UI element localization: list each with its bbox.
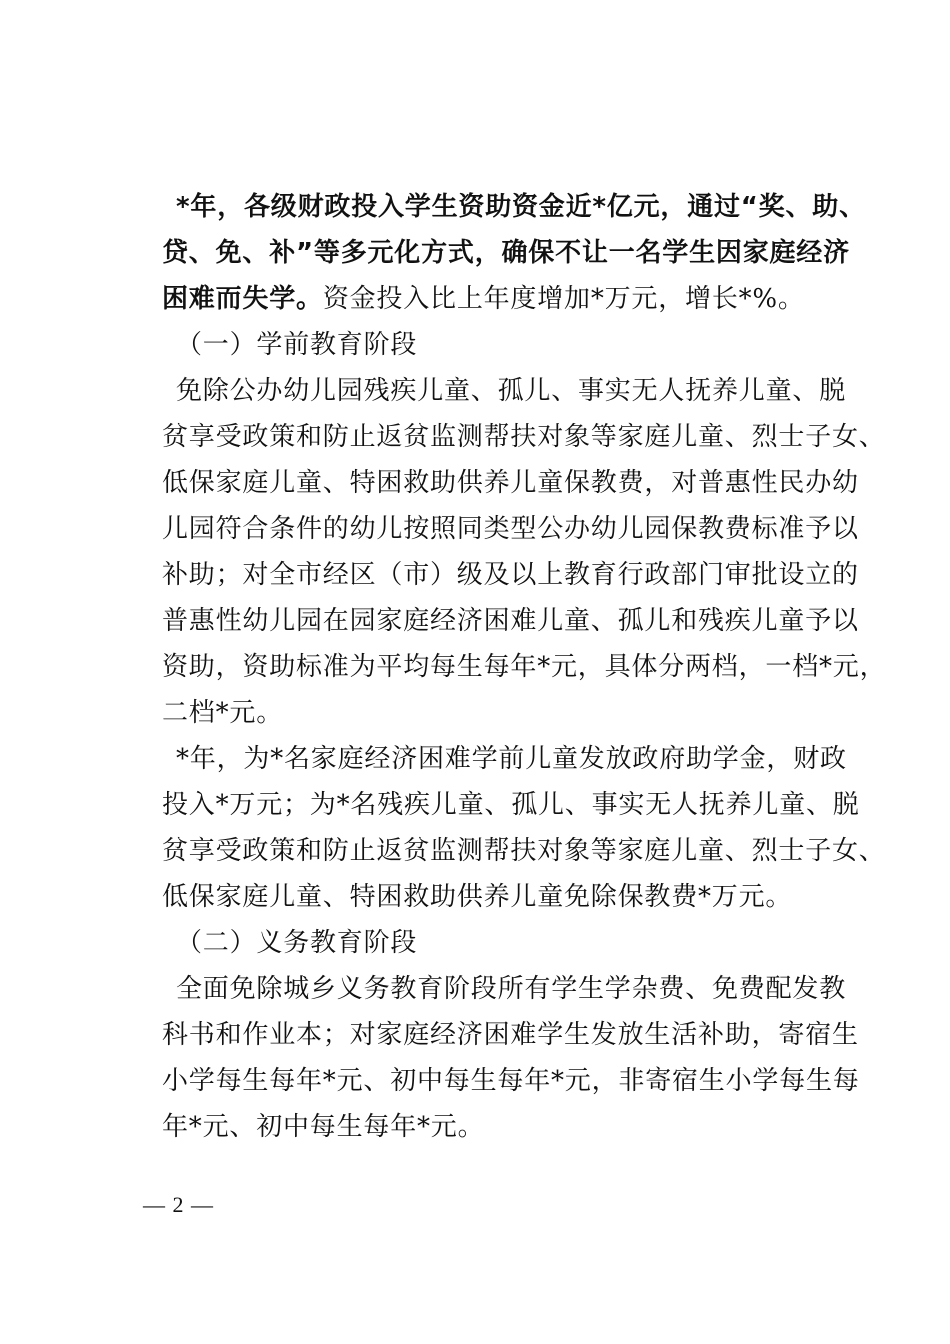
preschool-para-line-7: 资助，资助标准为平均每生每年*元，具体分两档，一档*元， [162,652,887,682]
section-heading-compulsory: （二）义务教育阶段 [176,928,418,958]
preschool-stats-line-1: *年，为*名家庭经济困难学前儿童发放政府助学金，财政 [176,744,847,774]
intro-line-2: 贷、免、补”等多元化方式，确保不让一名学生因家庭经济 [162,238,850,268]
preschool-para-line-3: 低保家庭儿童、特困救助供养儿童保教费，对普惠性民办幼 [162,468,859,498]
compulsory-para-line-3: 小学每生每年*元、初中每生每年*元，非寄宿生小学每生每 [162,1066,860,1096]
compulsory-para-line-4: 年*元、初中每生每年*元。 [162,1112,485,1142]
intro-normal-end: 资金投入比上年度增加*万元，增长*%。 [322,284,805,314]
preschool-para-line-2: 贫享受政策和防止返贫监测帮扶对象等家庭儿童、烈士子女、 [162,422,886,452]
preschool-stats-line-2: 投入*万元；为*名残疾儿童、孤儿、事实无人抚养儿童、脱 [162,790,860,820]
preschool-para-line-1: 免除公办幼儿园残疾儿童、孤儿、事实无人抚养儿童、脱 [176,376,847,406]
preschool-para-line-8: 二档*元。 [162,698,284,728]
preschool-para-line-6: 普惠性幼儿园在园家庭经济困难儿童、孤儿和残疾儿童予以 [162,606,859,636]
section-heading-preschool: （一）学前教育阶段 [176,330,418,360]
preschool-stats-line-3: 贫享受政策和防止返贫监测帮扶对象等家庭儿童、烈士子女、 [162,836,886,866]
compulsory-para-line-2: 科书和作业本；对家庭经济困难学生发放生活补助，寄宿生 [162,1020,859,1050]
intro-line-1: *年，各级财政投入学生资助资金近*亿元，通过“奖、助、 [176,192,866,222]
preschool-para-line-5: 补助；对全市经区（市）级及以上教育行政部门审批设立的 [162,560,859,590]
preschool-stats-line-4: 低保家庭儿童、特困救助供养儿童免除保教费*万元。 [162,882,793,912]
intro-line-3 [162,286,805,312]
intro-bold-end: 困难而失学。 [162,284,323,314]
page-number: — 2 — [143,1192,214,1217]
compulsory-para-line-1: 全面免除城乡义务教育阶段所有学生学杂费、免费配发教 [176,974,847,1004]
preschool-para-line-4: 儿园符合条件的幼儿按照同类型公办幼儿园保教费标准予以 [162,514,859,544]
